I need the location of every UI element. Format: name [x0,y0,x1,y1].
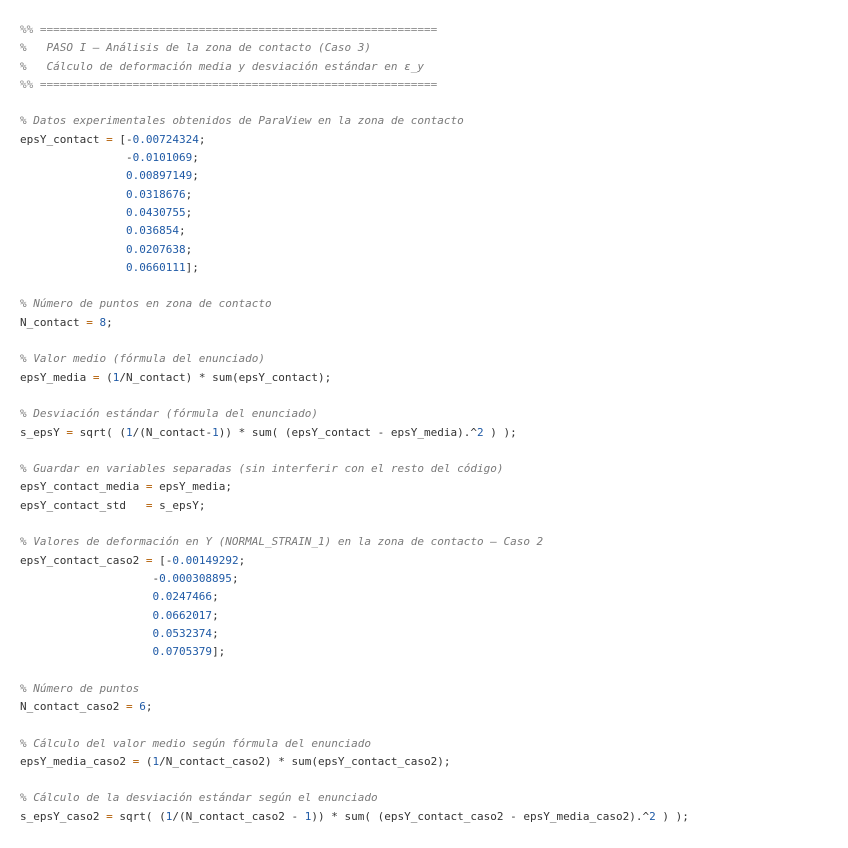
code-line-9: 0.00897149; [125,169,199,183]
code-line-35: 0.0705379]; [152,645,226,659]
code-line-4: %% ============================================================ [20,77,438,91]
code-line-28 [20,515,840,533]
code-line-36 [20,661,840,679]
code-line-44: s_epsY_caso2 = sqrt( (1/(N_contact_caso2 - 1)) * sum( (epsY_contact_caso2 - epsY_media_caso2).^2 ) ); [20,809,689,823]
code-line-34: 0.0532374; [152,626,219,640]
code-line-38: N_contact_caso2 = 6; [20,699,153,713]
code-line-32: 0.0247466; [152,590,219,604]
code-line-23: s_epsY = sqrt( (1/(N_contact-1)) * sum( (epsY_contact - epsY_media).^2 ) ); [20,425,517,439]
code-line-29: % Valores de deformación en Y (NORMAL_STRAIN_1) en la zona de contacto — Caso 2 [20,535,544,549]
code-line-1: %% ============================================================ [20,23,438,36]
code-line-5 [20,94,840,112]
code-line-22: % Desviación estándar (fórmula del enunciado) [20,407,319,421]
code-line-11: 0.0430755; [125,205,193,219]
code-line-14: 0.0660111]; [125,260,199,274]
code-line-19: % Valor medio (fórmula del enunciado) [20,352,266,366]
code-line-39 [20,716,840,734]
code-line-41: epsY_media_caso2 = (1/N_contact_caso2) * sum(epsY_contact_caso2); [20,754,451,768]
code-line-42 [20,771,840,789]
code-line-27: epsY_contact_std = s_epsY; [20,498,206,512]
code-line-30: epsY_contact_caso2 = [-0.00149292; [20,553,246,567]
code-line-6: % Datos experimentales obtenidos de ParaView en la zona de contacto [20,114,464,128]
code-line-26: epsY_contact_media = epsY_media; [20,480,232,494]
code-line-13: 0.0207638; [125,242,193,256]
code-line-33: 0.0662017; [152,608,219,622]
code-line-37: % Número de puntos [20,681,140,695]
code-line-25: % Guardar en variables separadas (sin interferir con el resto del código) [20,462,504,476]
code-line-43: % Cálculo de la desviación estándar según el enunciado [20,791,378,805]
code-line-24 [20,442,840,460]
code-line-17: N_contact = 8; [20,315,113,329]
code-line-7: epsY_contact = [-0.00724324; [20,132,206,146]
code-line-20: epsY_media = (1/N_contact) * sum(epsY_contact); [20,370,332,384]
code-line-16: % Número de puntos en zona de contacto [20,297,272,311]
code-line-31: -0.000308895; [20,571,239,585]
code-line-2: % PASO I — Análisis de la zona de contacto (Caso 3) [20,41,371,55]
code-line-15 [20,277,840,295]
code-line-40: % Cálculo del valor medio según fórmula del enunciado [20,736,371,750]
code-line-10: 0.0318676; [125,187,193,201]
code-line-12: 0.036854; [125,224,186,238]
code-line-8: -0.0101069; [20,151,199,165]
code-line-3: % Cálculo de deformación media y desviación estándar en ε_y [20,59,424,73]
code-editor[interactable] [20,21,840,826]
code-line-18 [20,332,840,350]
code-line-21 [20,387,840,405]
